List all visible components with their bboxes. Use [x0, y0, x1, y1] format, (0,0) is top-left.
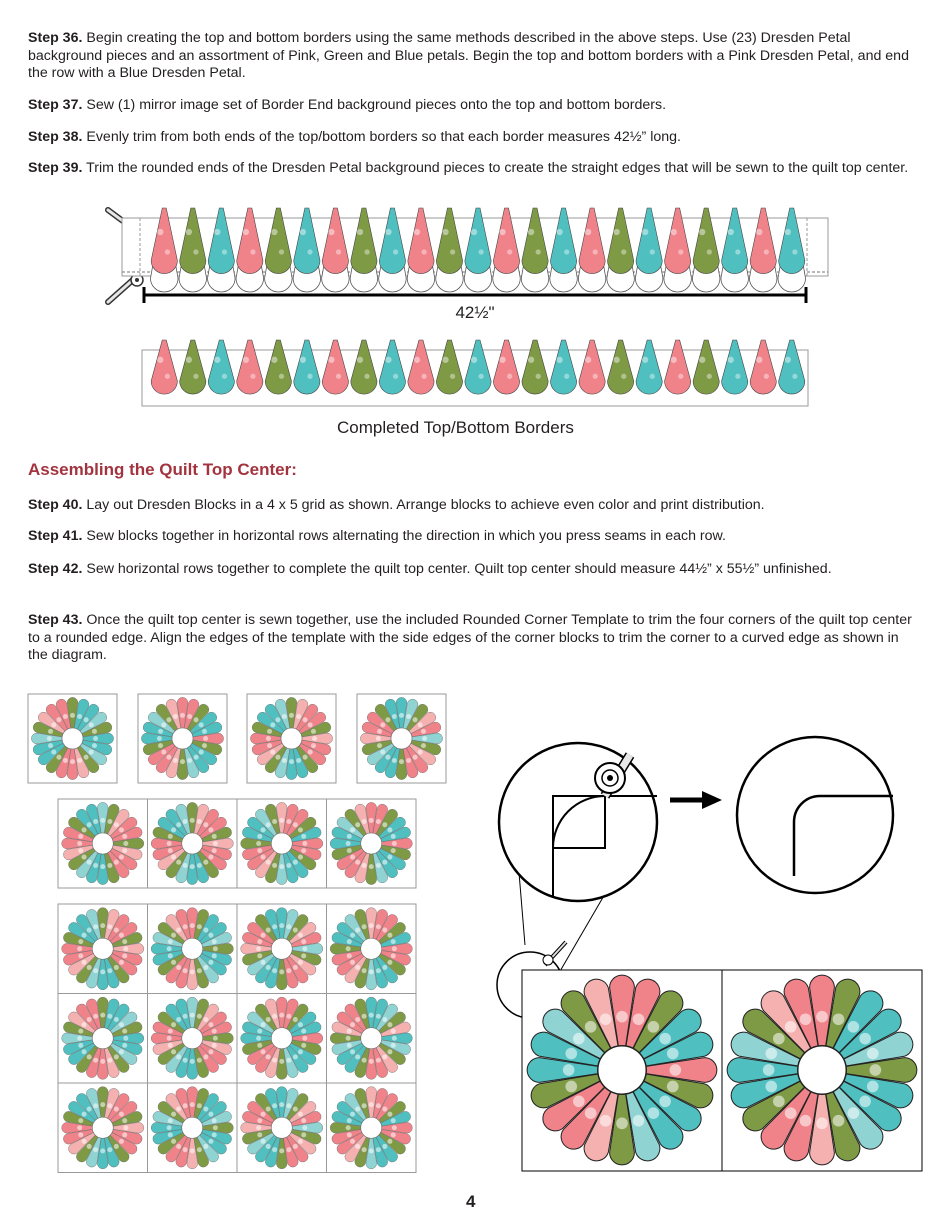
step-text: Sew horizontal rows together to complete the quilt top center. Quilt top center should measure 44½” x 55½” unfinished.	[86, 561, 832, 577]
step-text: Sew (1) mirror image set of Border End background pieces onto the top and bottom borders.	[86, 97, 667, 113]
step-text: Trim the rounded ends of the Dresden Petal background pieces to create the straight edges that will be sewn to the quilt top center.	[86, 160, 909, 176]
step-text: Evenly trim from both ends of the top/bottom borders so that each border measures 42½” long.	[86, 129, 681, 145]
step-text: Sew blocks together in horizontal rows alternating the direction in which you press seams in each row.	[86, 528, 726, 544]
dresden-center	[798, 1046, 847, 1095]
step-label: Step 38.	[28, 129, 83, 145]
step-text: Begin creating the top and bottom borders using the same methods described in the above steps. Use (23) Dresden Petal background pieces and an assortment of Pink, Green and Blue petals. Begin the top and bottom borders with a Pink Dresden Petal, and end the row with a Blue Dresden Petal.	[28, 30, 909, 81]
step-text: Once the quilt top center is sewn together, use the included Rounded Corner Template to trim the four corners of the quilt top center to a rounded edge. Align the edges of the template with the side edges of the corner blocks to trim the corner to a curved edge as shown in the diagram.	[28, 612, 912, 663]
step-label: Step 41.	[28, 528, 83, 544]
step-text: Lay out Dresden Blocks in a 4 x 5 grid as shown. Arrange blocks to achieve even color and print distribution.	[86, 497, 765, 513]
section-heading: Assembling the Quilt Top Center:	[28, 460, 297, 479]
step-label: Step 39.	[28, 160, 83, 176]
page-number: 4	[466, 1192, 476, 1211]
step-label: Step 36.	[28, 30, 83, 46]
step-label: Step 40.	[28, 497, 83, 513]
step-label: Step 43.	[28, 612, 83, 628]
step-label: Step 42.	[28, 561, 83, 577]
arrow-right-icon	[670, 791, 722, 809]
border-caption: Completed Top/Bottom Borders	[337, 418, 574, 437]
measurement-label: 42½"	[455, 303, 495, 322]
trimmed-corner-circle	[737, 737, 893, 893]
dresden-center	[598, 1046, 647, 1095]
step-label: Step 37.	[28, 97, 83, 113]
